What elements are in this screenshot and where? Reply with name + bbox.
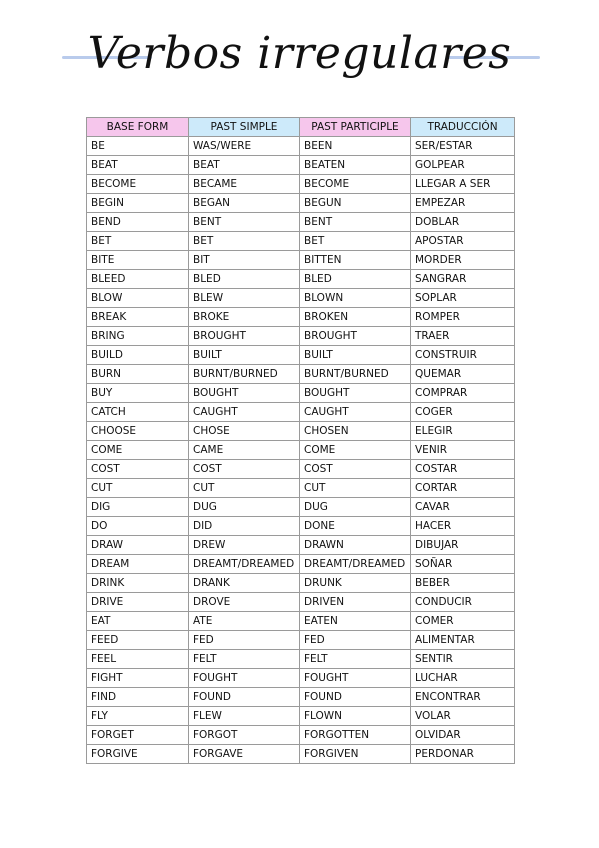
table-row [87, 441, 515, 460]
base-form-cell: DRIVE [87, 593, 189, 612]
traduccion-cell: EMPEZAR [411, 194, 515, 213]
table-row [87, 251, 515, 270]
traduccion-cell: SOÑAR [411, 555, 515, 574]
past-participle-cell: BEEN [300, 137, 411, 156]
table-row [87, 232, 515, 251]
traduccion-cell: COMER [411, 612, 515, 631]
traduccion-cell: DOBLAR [411, 213, 515, 232]
traduccion-cell: CONDUCIR [411, 593, 515, 612]
past-simple-cell: BIT [189, 251, 300, 270]
base-form-cell: BEGIN [87, 194, 189, 213]
past-participle-cell: CHOSEN [300, 422, 411, 441]
table-row [87, 650, 515, 669]
past-simple-cell: CAME [189, 441, 300, 460]
base-form-cell: DRAW [87, 536, 189, 555]
base-form-cell: BLOW [87, 289, 189, 308]
past-simple-cell: BLEW [189, 289, 300, 308]
table-row [87, 745, 515, 764]
base-form-cell: BET [87, 232, 189, 251]
past-participle-cell: DREAMT/DREAMED [300, 555, 411, 574]
past-simple-cell: FELT [189, 650, 300, 669]
past-simple-cell: BUILT [189, 346, 300, 365]
base-form-cell: BREAK [87, 308, 189, 327]
past-participle-cell: BENT [300, 213, 411, 232]
table-row [87, 403, 515, 422]
past-participle-cell: BROUGHT [300, 327, 411, 346]
traduccion-cell: ELEGIR [411, 422, 515, 441]
irregular-verbs-table [86, 117, 515, 764]
past-participle-cell: BEGUN [300, 194, 411, 213]
base-form-cell: BRING [87, 327, 189, 346]
past-simple-cell: DROVE [189, 593, 300, 612]
past-participle-cell: BURNT/BURNED [300, 365, 411, 384]
base-form-cell: COME [87, 441, 189, 460]
table-row [87, 669, 515, 688]
table-row [87, 270, 515, 289]
table-row [87, 327, 515, 346]
traduccion-cell: ENCONTRAR [411, 688, 515, 707]
base-form-cell: BECOME [87, 175, 189, 194]
header-base-form: BASE FORM [87, 118, 189, 137]
past-participle-cell: BUILT [300, 346, 411, 365]
past-participle-cell: FOUND [300, 688, 411, 707]
base-form-cell: BEAT [87, 156, 189, 175]
traduccion-cell: OLVIDAR [411, 726, 515, 745]
past-simple-cell: BECAME [189, 175, 300, 194]
past-participle-cell: BROKEN [300, 308, 411, 327]
base-form-cell: COST [87, 460, 189, 479]
base-form-cell: FEEL [87, 650, 189, 669]
past-simple-cell: FLEW [189, 707, 300, 726]
table-row [87, 308, 515, 327]
header-past-participle: PAST PARTICIPLE [300, 118, 411, 137]
traduccion-cell: COSTAR [411, 460, 515, 479]
past-participle-cell: BEATEN [300, 156, 411, 175]
past-simple-cell: FED [189, 631, 300, 650]
past-participle-cell: BOUGHT [300, 384, 411, 403]
base-form-cell: CATCH [87, 403, 189, 422]
traduccion-cell: GOLPEAR [411, 156, 515, 175]
past-participle-cell: EATEN [300, 612, 411, 631]
traduccion-cell: QUEMAR [411, 365, 515, 384]
traduccion-cell: SENTIR [411, 650, 515, 669]
past-participle-cell: DONE [300, 517, 411, 536]
base-form-cell: DRINK [87, 574, 189, 593]
traduccion-cell: BEBER [411, 574, 515, 593]
past-simple-cell: DREW [189, 536, 300, 555]
past-simple-cell: BEGAN [189, 194, 300, 213]
base-form-cell: BURN [87, 365, 189, 384]
past-participle-cell: BITTEN [300, 251, 411, 270]
base-form-cell: DO [87, 517, 189, 536]
base-form-cell: CUT [87, 479, 189, 498]
past-participle-cell: BLOWN [300, 289, 411, 308]
base-form-cell: FIGHT [87, 669, 189, 688]
past-simple-cell: BET [189, 232, 300, 251]
table-row [87, 156, 515, 175]
past-simple-cell: ATE [189, 612, 300, 631]
past-simple-cell: CUT [189, 479, 300, 498]
past-participle-cell: CAUGHT [300, 403, 411, 422]
base-form-cell: FIND [87, 688, 189, 707]
past-simple-cell: DRANK [189, 574, 300, 593]
past-simple-cell: BENT [189, 213, 300, 232]
traduccion-cell: TRAER [411, 327, 515, 346]
traduccion-cell: MORDER [411, 251, 515, 270]
past-simple-cell: BEAT [189, 156, 300, 175]
past-simple-cell: FOUND [189, 688, 300, 707]
table-body [87, 137, 515, 764]
base-form-cell: BE [87, 137, 189, 156]
past-participle-cell: FED [300, 631, 411, 650]
past-participle-cell: DRIVEN [300, 593, 411, 612]
past-simple-cell: BROKE [189, 308, 300, 327]
header-past-simple: PAST SIMPLE [189, 118, 300, 137]
table-row [87, 517, 515, 536]
base-form-cell: CHOOSE [87, 422, 189, 441]
base-form-cell: BUILD [87, 346, 189, 365]
past-participle-cell: FELT [300, 650, 411, 669]
table-row [87, 479, 515, 498]
table-row [87, 688, 515, 707]
traduccion-cell: HACER [411, 517, 515, 536]
table-row [87, 175, 515, 194]
table-row [87, 213, 515, 232]
traduccion-cell: SER/ESTAR [411, 137, 515, 156]
base-form-cell: FORGET [87, 726, 189, 745]
traduccion-cell: COGER [411, 403, 515, 422]
past-participle-cell: BET [300, 232, 411, 251]
traduccion-cell: SANGRAR [411, 270, 515, 289]
past-simple-cell: COST [189, 460, 300, 479]
title-area [0, 22, 599, 92]
past-participle-cell: COST [300, 460, 411, 479]
table-row [87, 726, 515, 745]
past-simple-cell: FOUGHT [189, 669, 300, 688]
past-simple-cell: BURNT/BURNED [189, 365, 300, 384]
base-form-cell: DIG [87, 498, 189, 517]
base-form-cell: BEND [87, 213, 189, 232]
past-simple-cell: BOUGHT [189, 384, 300, 403]
table-row [87, 498, 515, 517]
traduccion-cell: CAVAR [411, 498, 515, 517]
table-row [87, 346, 515, 365]
traduccion-cell: VOLAR [411, 707, 515, 726]
past-simple-cell: CAUGHT [189, 403, 300, 422]
table-row [87, 593, 515, 612]
base-form-cell: FORGIVE [87, 745, 189, 764]
past-simple-cell: BLED [189, 270, 300, 289]
table-row [87, 612, 515, 631]
past-simple-cell: DID [189, 517, 300, 536]
past-participle-cell: FORGIVEN [300, 745, 411, 764]
past-participle-cell: BLED [300, 270, 411, 289]
table-row [87, 422, 515, 441]
past-simple-cell: DUG [189, 498, 300, 517]
base-form-cell: BLEED [87, 270, 189, 289]
header-traduccion: TRADUCCIÓN [411, 118, 515, 137]
traduccion-cell: SOPLAR [411, 289, 515, 308]
past-simple-cell: FORGOT [189, 726, 300, 745]
table-header-row [87, 118, 515, 137]
traduccion-cell: CONSTRUIR [411, 346, 515, 365]
table-row [87, 555, 515, 574]
table-row [87, 137, 515, 156]
traduccion-cell: LUCHAR [411, 669, 515, 688]
base-form-cell: FEED [87, 631, 189, 650]
table-row [87, 289, 515, 308]
table-row [87, 536, 515, 555]
table-row [87, 574, 515, 593]
table-row [87, 460, 515, 479]
base-form-cell: EAT [87, 612, 189, 631]
traduccion-cell: DIBUJAR [411, 536, 515, 555]
past-participle-cell: FOUGHT [300, 669, 411, 688]
base-form-cell: BUY [87, 384, 189, 403]
past-simple-cell: WAS/WERE [189, 137, 300, 156]
table-row [87, 365, 515, 384]
past-simple-cell: DREAMT/DREAMED [189, 555, 300, 574]
table-row [87, 194, 515, 213]
traduccion-cell: PERDONAR [411, 745, 515, 764]
past-participle-cell: FLOWN [300, 707, 411, 726]
past-simple-cell: FORGAVE [189, 745, 300, 764]
traduccion-cell: VENIR [411, 441, 515, 460]
past-participle-cell: FORGOTTEN [300, 726, 411, 745]
past-simple-cell: BROUGHT [189, 327, 300, 346]
traduccion-cell: LLEGAR A SER [411, 175, 515, 194]
past-simple-cell: CHOSE [189, 422, 300, 441]
page-title: Verbos irregulares [87, 28, 512, 79]
past-participle-cell: CUT [300, 479, 411, 498]
traduccion-cell: ALIMENTAR [411, 631, 515, 650]
base-form-cell: DREAM [87, 555, 189, 574]
traduccion-cell: APOSTAR [411, 232, 515, 251]
traduccion-cell: CORTAR [411, 479, 515, 498]
table-row [87, 631, 515, 650]
past-participle-cell: DRUNK [300, 574, 411, 593]
traduccion-cell: ROMPER [411, 308, 515, 327]
table-row [87, 707, 515, 726]
past-participle-cell: DRAWN [300, 536, 411, 555]
past-participle-cell: COME [300, 441, 411, 460]
base-form-cell: BITE [87, 251, 189, 270]
past-participle-cell: BECOME [300, 175, 411, 194]
traduccion-cell: COMPRAR [411, 384, 515, 403]
base-form-cell: FLY [87, 707, 189, 726]
past-participle-cell: DUG [300, 498, 411, 517]
table-row [87, 384, 515, 403]
